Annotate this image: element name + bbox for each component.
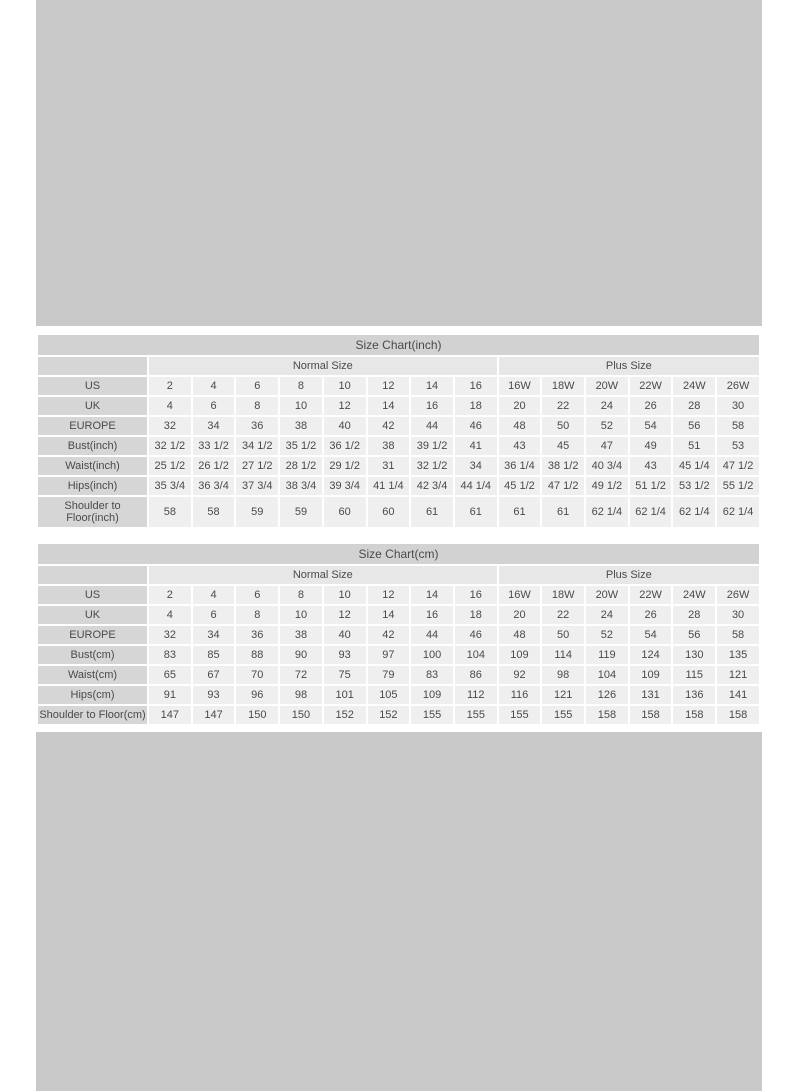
- size-value-cell: 147: [149, 706, 191, 724]
- size-value-cell: 32: [149, 626, 191, 644]
- size-value-cell: 30: [717, 606, 759, 624]
- size-value-cell: 61: [411, 497, 453, 527]
- size-value-cell: 18W: [542, 586, 584, 604]
- image-placeholder-top: [36, 0, 762, 326]
- size-value-cell: 10: [280, 606, 322, 624]
- size-value-cell: 98: [280, 686, 322, 704]
- size-value-cell: 8: [280, 586, 322, 604]
- size-value-cell: 124: [630, 646, 672, 664]
- row-label: Hips(cm): [38, 686, 147, 704]
- table-title: Size Chart(cm): [38, 544, 759, 564]
- size-value-cell: 4: [193, 586, 235, 604]
- row-label: Bust(inch): [38, 437, 147, 455]
- size-value-cell: 115: [673, 666, 715, 684]
- size-value-cell: 41 1/4: [368, 477, 410, 495]
- size-value-cell: 18: [455, 397, 497, 415]
- size-value-cell: 16: [411, 397, 453, 415]
- size-value-cell: 43: [499, 437, 541, 455]
- size-value-cell: 26 1/2: [193, 457, 235, 475]
- size-value-cell: 28: [673, 397, 715, 415]
- size-value-cell: 61: [542, 497, 584, 527]
- size-value-cell: 10: [280, 397, 322, 415]
- column-group-header: Plus Size: [499, 357, 759, 375]
- size-value-cell: 131: [630, 686, 672, 704]
- size-value-cell: 85: [193, 646, 235, 664]
- size-value-cell: 59: [236, 497, 278, 527]
- table-row: [38, 497, 759, 527]
- size-value-cell: 38: [280, 626, 322, 644]
- size-value-cell: 150: [236, 706, 278, 724]
- size-value-cell: 100: [411, 646, 453, 664]
- size-value-cell: 16: [411, 606, 453, 624]
- size-value-cell: 34: [193, 626, 235, 644]
- size-value-cell: 14: [368, 397, 410, 415]
- size-value-cell: 136: [673, 686, 715, 704]
- size-value-cell: 58: [149, 497, 191, 527]
- size-value-cell: 20: [499, 606, 541, 624]
- size-value-cell: 44: [411, 626, 453, 644]
- size-value-cell: 152: [324, 706, 366, 724]
- size-value-cell: 62 1/4: [586, 497, 628, 527]
- size-value-cell: 26W: [717, 377, 759, 395]
- size-value-cell: 62 1/4: [717, 497, 759, 527]
- table-row: [38, 457, 759, 475]
- size-value-cell: 40 3/4: [586, 457, 628, 475]
- size-value-cell: 24: [586, 397, 628, 415]
- row-label: Hips(inch): [38, 477, 147, 495]
- size-value-cell: 34: [193, 417, 235, 435]
- size-value-cell: 58: [717, 417, 759, 435]
- size-value-cell: 61: [499, 497, 541, 527]
- size-value-cell: 62 1/4: [630, 497, 672, 527]
- size-value-cell: 14: [411, 377, 453, 395]
- table-row: [38, 686, 759, 704]
- size-value-cell: 16W: [499, 377, 541, 395]
- size-value-cell: 48: [499, 626, 541, 644]
- size-value-cell: 4: [149, 606, 191, 624]
- column-group-header: Normal Size: [149, 357, 497, 375]
- table-row: [38, 626, 759, 644]
- size-value-cell: 158: [630, 706, 672, 724]
- table-row: [38, 477, 759, 495]
- size-value-cell: 42: [368, 417, 410, 435]
- size-value-cell: 141: [717, 686, 759, 704]
- content-column: [36, 0, 762, 1091]
- size-value-cell: 26: [630, 397, 672, 415]
- size-value-cell: 104: [455, 646, 497, 664]
- size-value-cell: 88: [236, 646, 278, 664]
- table-row: [38, 377, 759, 395]
- size-value-cell: 52: [586, 417, 628, 435]
- size-value-cell: 50: [542, 626, 584, 644]
- size-value-cell: 28 1/2: [280, 457, 322, 475]
- size-value-cell: 10: [324, 586, 366, 604]
- size-value-cell: 22W: [630, 377, 672, 395]
- size-value-cell: 4: [149, 397, 191, 415]
- size-value-cell: 35 3/4: [149, 477, 191, 495]
- size-value-cell: 121: [717, 666, 759, 684]
- size-value-cell: 31: [368, 457, 410, 475]
- size-value-cell: 50: [542, 417, 584, 435]
- size-value-cell: 36 1/2: [324, 437, 366, 455]
- size-value-cell: 20W: [586, 377, 628, 395]
- size-value-cell: 55 1/2: [717, 477, 759, 495]
- size-value-cell: 97: [368, 646, 410, 664]
- column-group-header: Plus Size: [499, 566, 759, 584]
- image-placeholder-bottom: [36, 732, 762, 1091]
- size-value-cell: 40: [324, 417, 366, 435]
- size-value-cell: 54: [630, 626, 672, 644]
- size-value-cell: 62 1/4: [673, 497, 715, 527]
- size-value-cell: 6: [193, 606, 235, 624]
- size-value-cell: 45 1/2: [499, 477, 541, 495]
- size-value-cell: 41: [455, 437, 497, 455]
- row-label: Waist(inch): [38, 457, 147, 475]
- size-value-cell: 59: [280, 497, 322, 527]
- size-value-cell: 8: [236, 606, 278, 624]
- size-value-cell: 47: [586, 437, 628, 455]
- size-value-cell: 30: [717, 397, 759, 415]
- size-value-cell: 158: [586, 706, 628, 724]
- size-value-cell: 135: [717, 646, 759, 664]
- row-label: EUROPE: [38, 417, 147, 435]
- size-value-cell: 16W: [499, 586, 541, 604]
- size-value-cell: 155: [455, 706, 497, 724]
- size-value-cell: 10: [324, 377, 366, 395]
- row-label: US: [38, 586, 147, 604]
- size-value-cell: 32: [149, 417, 191, 435]
- size-value-cell: 22: [542, 397, 584, 415]
- size-value-cell: 16: [455, 377, 497, 395]
- size-value-cell: 12: [324, 397, 366, 415]
- size-value-cell: 112: [455, 686, 497, 704]
- size-value-cell: 109: [411, 686, 453, 704]
- size-value-cell: 40: [324, 626, 366, 644]
- row-label: Shoulder to Floor(cm): [38, 706, 147, 724]
- size-value-cell: 150: [280, 706, 322, 724]
- row-label: US: [38, 377, 147, 395]
- table-row: [38, 706, 759, 724]
- size-value-cell: 93: [193, 686, 235, 704]
- size-value-cell: 44: [411, 417, 453, 435]
- size-value-cell: 44 1/4: [455, 477, 497, 495]
- size-value-cell: 38 3/4: [280, 477, 322, 495]
- size-value-cell: 51: [673, 437, 715, 455]
- size-value-cell: 25 1/2: [149, 457, 191, 475]
- size-chart-inch-table: [36, 333, 761, 529]
- column-group-header: Normal Size: [149, 566, 497, 584]
- size-value-cell: 38: [368, 437, 410, 455]
- size-value-cell: 36: [236, 417, 278, 435]
- size-value-cell: 22W: [630, 586, 672, 604]
- size-value-cell: 34 1/2: [236, 437, 278, 455]
- size-value-cell: 75: [324, 666, 366, 684]
- size-value-cell: 36 1/4: [499, 457, 541, 475]
- size-value-cell: 121: [542, 686, 584, 704]
- size-value-cell: 36 3/4: [193, 477, 235, 495]
- size-value-cell: 6: [236, 586, 278, 604]
- size-value-cell: 12: [368, 586, 410, 604]
- size-value-cell: 48: [499, 417, 541, 435]
- size-value-cell: 158: [673, 706, 715, 724]
- size-value-cell: 86: [455, 666, 497, 684]
- size-value-cell: 47 1/2: [542, 477, 584, 495]
- group-header-row: [38, 566, 759, 584]
- size-value-cell: 52: [586, 626, 628, 644]
- size-value-cell: 38: [280, 417, 322, 435]
- size-value-cell: 60: [324, 497, 366, 527]
- size-value-cell: 152: [368, 706, 410, 724]
- size-value-cell: 47 1/2: [717, 457, 759, 475]
- size-value-cell: 53: [717, 437, 759, 455]
- size-value-cell: 27 1/2: [236, 457, 278, 475]
- size-value-cell: 155: [411, 706, 453, 724]
- size-value-cell: 114: [542, 646, 584, 664]
- size-value-cell: 14: [411, 586, 453, 604]
- size-value-cell: 83: [411, 666, 453, 684]
- size-value-cell: 24W: [673, 586, 715, 604]
- size-value-cell: 126: [586, 686, 628, 704]
- size-value-cell: 8: [280, 377, 322, 395]
- size-value-cell: 12: [368, 377, 410, 395]
- size-value-cell: 93: [324, 646, 366, 664]
- size-value-cell: 61: [455, 497, 497, 527]
- table-title-row: [38, 335, 759, 355]
- size-value-cell: 92: [499, 666, 541, 684]
- size-value-cell: 22: [542, 606, 584, 624]
- row-label: UK: [38, 397, 147, 415]
- row-label: UK: [38, 606, 147, 624]
- size-value-cell: 65: [149, 666, 191, 684]
- size-value-cell: 45: [542, 437, 584, 455]
- size-value-cell: 49 1/2: [586, 477, 628, 495]
- size-value-cell: 90: [280, 646, 322, 664]
- size-value-cell: 32 1/2: [411, 457, 453, 475]
- size-value-cell: 6: [193, 397, 235, 415]
- size-value-cell: 39 1/2: [411, 437, 453, 455]
- size-value-cell: 105: [368, 686, 410, 704]
- size-value-cell: 42 3/4: [411, 477, 453, 495]
- table-row: [38, 417, 759, 435]
- size-value-cell: 24W: [673, 377, 715, 395]
- size-value-cell: 51 1/2: [630, 477, 672, 495]
- size-value-cell: 45 1/4: [673, 457, 715, 475]
- size-value-cell: 53 1/2: [673, 477, 715, 495]
- table-title: Size Chart(inch): [38, 335, 759, 355]
- table-row: [38, 437, 759, 455]
- size-value-cell: 20: [499, 397, 541, 415]
- size-value-cell: 36: [236, 626, 278, 644]
- size-value-cell: 24: [586, 606, 628, 624]
- table-row: [38, 397, 759, 415]
- size-value-cell: 33 1/2: [193, 437, 235, 455]
- table-row: [38, 666, 759, 684]
- size-value-cell: 104: [586, 666, 628, 684]
- size-value-cell: 2: [149, 586, 191, 604]
- size-value-cell: 38 1/2: [542, 457, 584, 475]
- size-value-cell: 116: [499, 686, 541, 704]
- table-title-row: [38, 544, 759, 564]
- size-value-cell: 109: [499, 646, 541, 664]
- size-value-cell: 49: [630, 437, 672, 455]
- size-chart-cm-table: [36, 542, 761, 726]
- table-row: [38, 586, 759, 604]
- row-label: EUROPE: [38, 626, 147, 644]
- size-value-cell: 101: [324, 686, 366, 704]
- size-value-cell: 12: [324, 606, 366, 624]
- size-value-cell: 26W: [717, 586, 759, 604]
- size-value-cell: 72: [280, 666, 322, 684]
- size-value-cell: 46: [455, 417, 497, 435]
- size-value-cell: 58: [193, 497, 235, 527]
- size-value-cell: 32 1/2: [149, 437, 191, 455]
- size-value-cell: 147: [193, 706, 235, 724]
- size-value-cell: 60: [368, 497, 410, 527]
- table-row: [38, 606, 759, 624]
- row-label: Bust(cm): [38, 646, 147, 664]
- size-value-cell: 58: [717, 626, 759, 644]
- group-header-row: [38, 357, 759, 375]
- size-value-cell: 56: [673, 417, 715, 435]
- size-value-cell: 83: [149, 646, 191, 664]
- size-value-cell: 56: [673, 626, 715, 644]
- size-value-cell: 158: [717, 706, 759, 724]
- size-value-cell: 155: [542, 706, 584, 724]
- size-value-cell: 79: [368, 666, 410, 684]
- size-value-cell: 29 1/2: [324, 457, 366, 475]
- size-value-cell: 28: [673, 606, 715, 624]
- size-value-cell: 4: [193, 377, 235, 395]
- size-value-cell: 42: [368, 626, 410, 644]
- size-chart-section: [36, 326, 762, 732]
- size-value-cell: 37 3/4: [236, 477, 278, 495]
- row-label: Shoulder to Floor(inch): [38, 497, 147, 527]
- corner-cell: [38, 357, 147, 375]
- size-value-cell: 6: [236, 377, 278, 395]
- size-value-cell: 35 1/2: [280, 437, 322, 455]
- size-value-cell: 91: [149, 686, 191, 704]
- size-value-cell: 34: [455, 457, 497, 475]
- size-value-cell: 98: [542, 666, 584, 684]
- row-label: Waist(cm): [38, 666, 147, 684]
- size-value-cell: 26: [630, 606, 672, 624]
- size-value-cell: 20W: [586, 586, 628, 604]
- size-value-cell: 18: [455, 606, 497, 624]
- size-value-cell: 46: [455, 626, 497, 644]
- size-value-cell: 16: [455, 586, 497, 604]
- size-value-cell: 119: [586, 646, 628, 664]
- size-value-cell: 18W: [542, 377, 584, 395]
- size-value-cell: 54: [630, 417, 672, 435]
- size-value-cell: 67: [193, 666, 235, 684]
- size-value-cell: 39 3/4: [324, 477, 366, 495]
- size-value-cell: 8: [236, 397, 278, 415]
- size-value-cell: 130: [673, 646, 715, 664]
- size-value-cell: 96: [236, 686, 278, 704]
- size-value-cell: 70: [236, 666, 278, 684]
- size-value-cell: 109: [630, 666, 672, 684]
- size-value-cell: 155: [499, 706, 541, 724]
- table-row: [38, 646, 759, 664]
- size-value-cell: 2: [149, 377, 191, 395]
- size-value-cell: 43: [630, 457, 672, 475]
- size-value-cell: 14: [368, 606, 410, 624]
- corner-cell: [38, 566, 147, 584]
